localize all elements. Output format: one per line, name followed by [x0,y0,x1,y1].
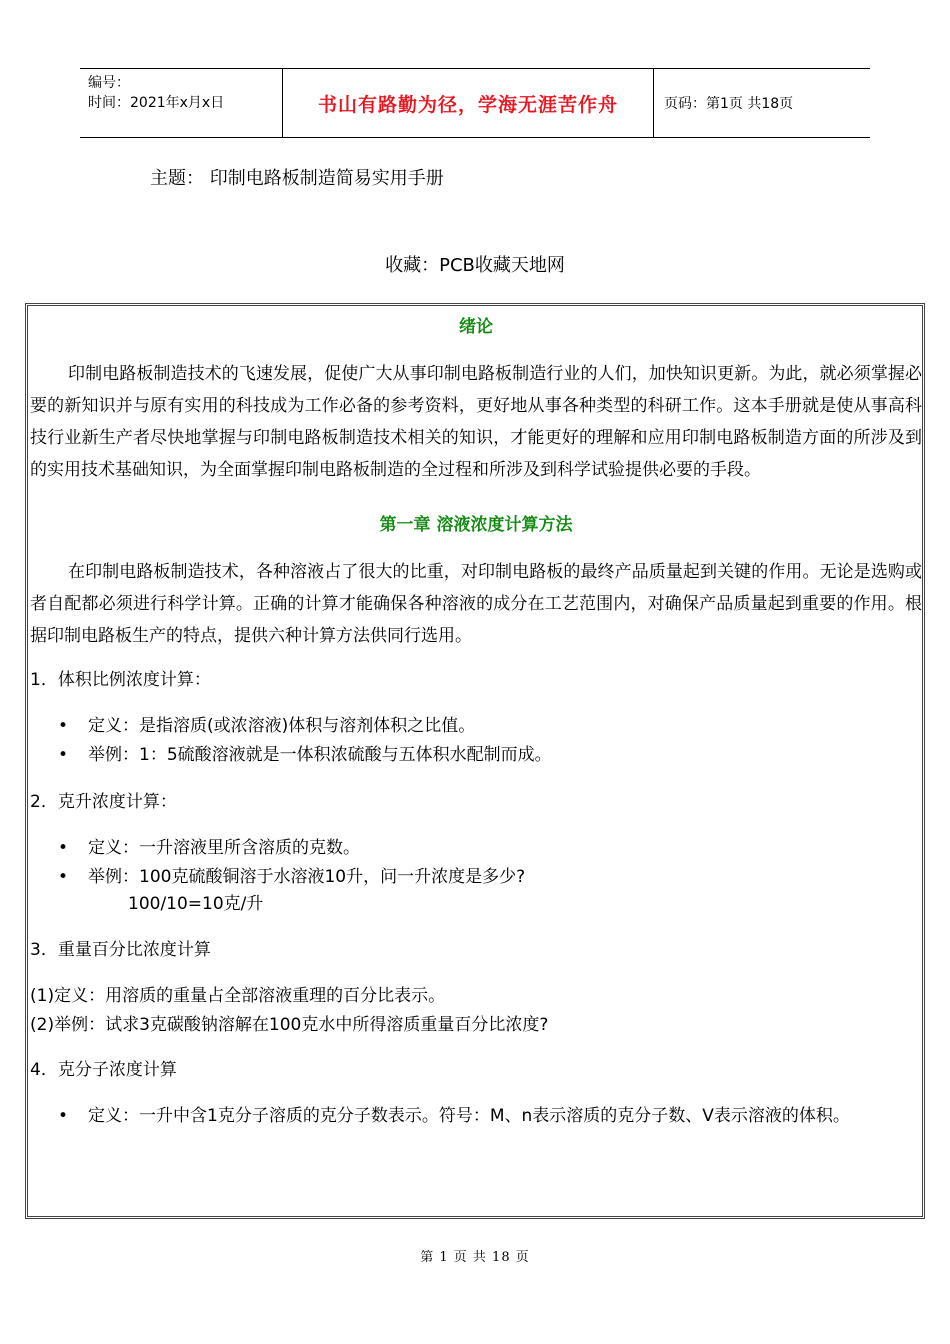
document-header [80,68,870,138]
list-item: • 举例：100克硫酸铜溶于水溶液10升，问一升浓度是多少? [30,863,922,892]
section2-calculation: 100/10=10克/升 [128,894,264,914]
section1-list [30,712,922,770]
collect-source: 收藏：PCB收藏天地网 [385,255,565,276]
serial-label: 编号： [88,75,130,91]
page-footer: 第 1 页 共 18 页 [420,1250,530,1265]
list-item: • 定义：是指溶质(或浓溶液)体积与溶剂体积之比值。 [30,712,922,741]
list-item: • 定义：一升中含1克分子溶质的克分子数表示。符号：M、n表示溶质的克分子数、V表示溶液的体积。 [30,1102,922,1131]
section1-title: 1．体积比例浓度计算： [30,670,211,690]
list-item: • 定义：一升溶液里所含溶质的克数。 [30,834,922,863]
intro-paragraph: 印制电路板制造技术的飞速发展，促使广大从事印制电路板制造行业的人们，加快知识更新。为此，就必须掌握必要的新知识并与原有实用的科技成为工作必备的参考资料，更好地从事各种类型的科研工作。这本手册就是使从事高科技行业新生产者尽快地掌握与印制电路板制造技术相关的知识，才能更好的理解和应用印制电路板制造方面的所涉及到的实用技术基础知识，为全面掌握印制电路板制造的全过程和所涉及到科学试验提供必要的手段。 [30,364,922,480]
time-label: 时间：2021年x月x日 [88,95,225,111]
document-topic: 主题： 印制电路板制造简易实用手册 [150,168,444,189]
header-meta [80,69,282,137]
section2-list [30,834,922,892]
content-box [25,303,925,1219]
section3-example: (2)举例：试求3克碳酸钠溶解在100克水中所得溶质重量百分比浓度? [30,1015,549,1035]
section4-title: 4．克分子浓度计算 [30,1060,177,1080]
section4-list [30,1102,922,1131]
intro-heading: 绪论 [459,317,493,337]
section3-title: 3．重量百分比浓度计算 [30,940,211,960]
section3-definition: (1)定义：用溶质的重量占全部溶液重理的百分比表示。 [30,986,446,1006]
header-motto: 书山有路勤为径，学海无涯苦作舟 [282,69,654,137]
chapter1-paragraph: 在印制电路板制造技术，各种溶液占了很大的比重，对印制电路板的最终产品质量起到关键的作用。无论是选购或者自配都必须进行科学计算。正确的计算才能确保各种溶液的成分在工艺范围内，对确保产品质量起到重要的作用。根据印制电路板生产的特点，提供六种计算方法供同行选用。 [30,562,922,646]
content-body [30,306,922,1131]
chapter1-heading: 第一章 溶液浓度计算方法 [379,515,573,535]
section2-title: 2．克升浓度计算： [30,792,177,812]
list-item: • 举例：1：5硫酸溶液就是一体积浓硫酸与五体积水配制而成。 [30,741,922,770]
header-page-label: 页码：第1页 共18页 [664,96,794,112]
